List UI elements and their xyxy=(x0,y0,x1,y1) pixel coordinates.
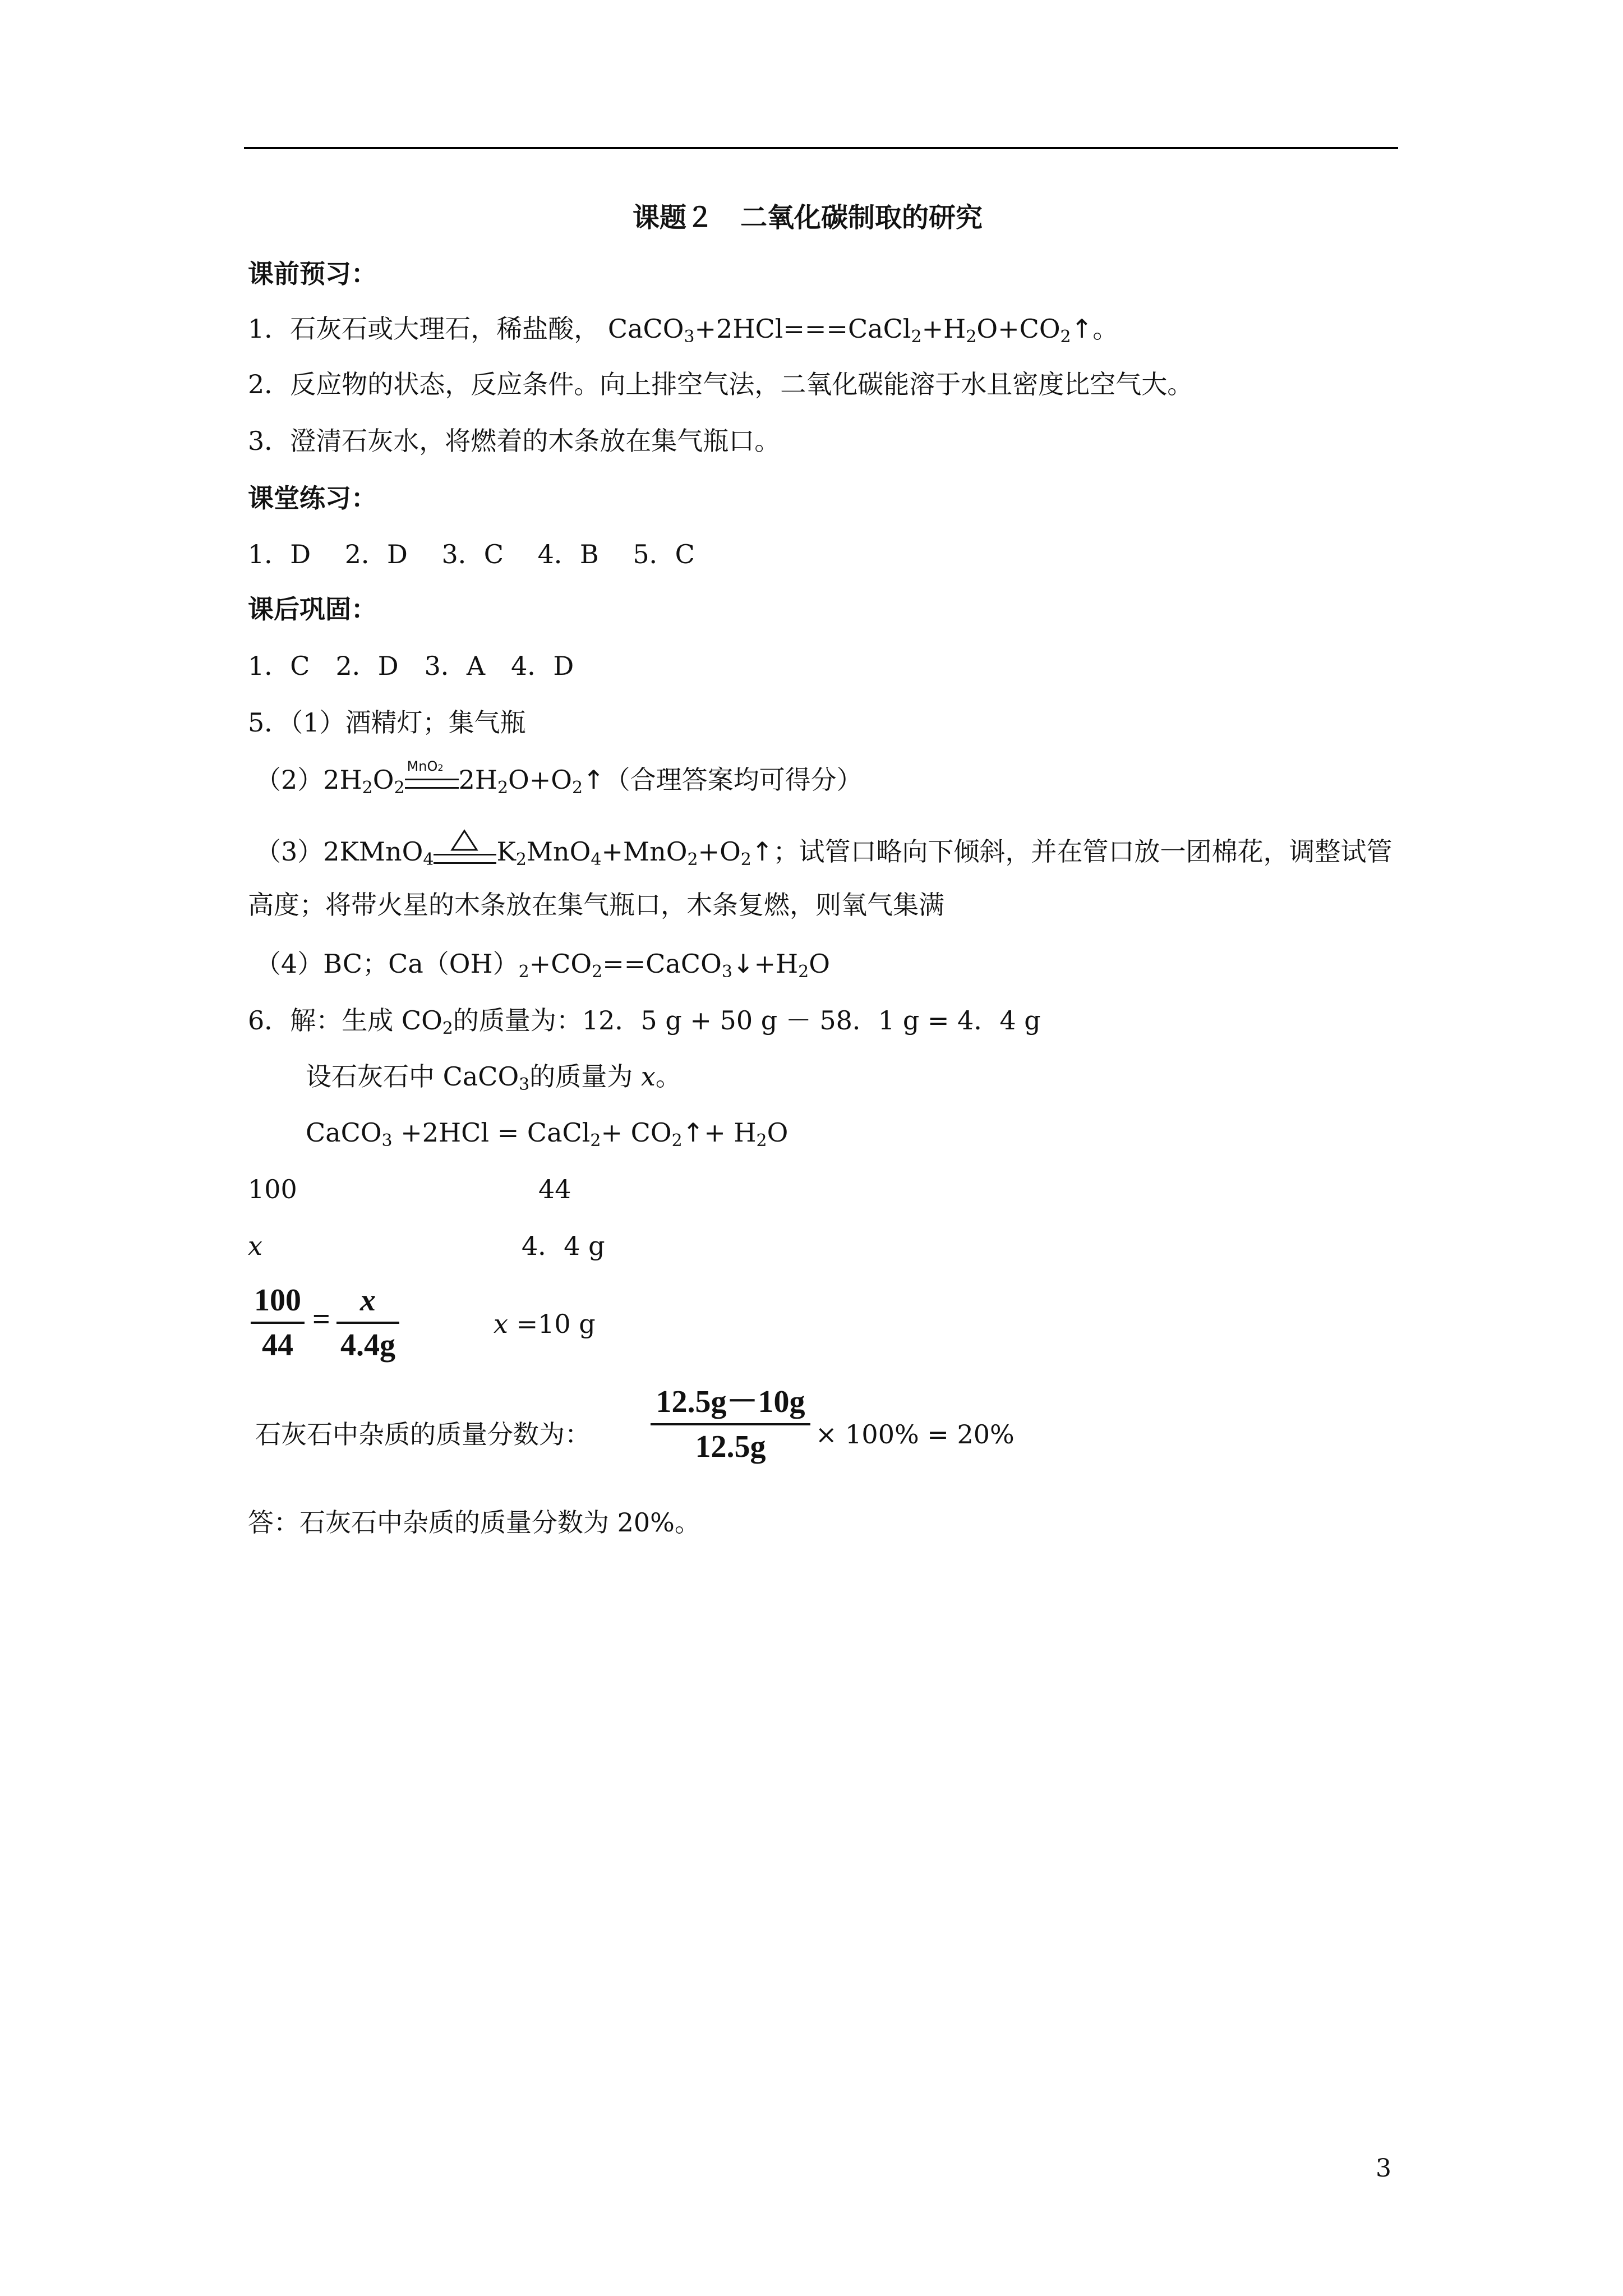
up-arrow-icon: ↑ xyxy=(583,765,605,795)
preview-item-3: 3．澄清石灰水，将燃着的木条放在集气瓶口。 xyxy=(248,426,781,456)
page-title: 课题２ 二氧化碳制取的研究 xyxy=(633,202,983,233)
heat-triangle-icon xyxy=(450,829,478,852)
q6-line1: 6．解：生成 $CO_2$的质量为：12．5 g + 50 g － 58．1 g = 4．4 g xyxy=(248,1005,1041,1038)
classwork-heading: 课堂练习： xyxy=(248,483,377,513)
q5-part1: 5．（1）酒精灯；集气瓶 xyxy=(248,707,526,738)
q6-answer: 答：石灰石中杂质的质量分数为 20%。 xyxy=(248,1507,700,1538)
q6-mass-100: 100 xyxy=(248,1174,297,1204)
homework-heading: 课后巩固： xyxy=(248,594,377,624)
q6-mass-x: x xyxy=(248,1231,262,1261)
page-number: 3 xyxy=(1376,2154,1391,2183)
up-arrow-icon: ↑ xyxy=(1071,314,1093,344)
catalyst-equals-sign: MnO2 xyxy=(405,763,459,797)
q6-impurity-label: 石灰石中杂质的质量分数为： xyxy=(255,1419,591,1450)
q6-equation: CaCO$_3$ +2HCl = CaCl$_2$+ $CO_2↑+ H_2O$ xyxy=(306,1117,789,1151)
down-arrow-icon: ↓ xyxy=(732,949,754,979)
q6-impurity-result: × 100% = 20% xyxy=(815,1419,1015,1450)
q5-part3: （3）2KMnO$_4$ $K_2MnO_4+MnO_2+O_2↑$；试管口略向下倾斜，并在管口放一团棉花，调整试管 xyxy=(255,835,1392,868)
homework-answers: 1．C 2．D 3．A 4．D xyxy=(248,651,574,681)
q6-impurity-fraction: 12.5g－10g 12.5g xyxy=(651,1383,810,1466)
heat-equals-sign xyxy=(434,835,496,868)
classwork-answers: 1．D 2．D 3．C 4．B 5．C xyxy=(248,539,695,569)
q6-result: x =10 g xyxy=(494,1309,596,1339)
up-arrow-icon: ↑ xyxy=(751,836,773,867)
q6-let: 设石灰石中 CaCO$_3$的质量为 x。 xyxy=(306,1061,681,1094)
q6-mass-44: 44 xyxy=(538,1174,571,1204)
q6-fraction-100-44: 100 44 xyxy=(251,1281,305,1364)
preview-heading: 课前预习： xyxy=(248,259,377,289)
header-rule xyxy=(244,147,1398,149)
q5-part2: $(2)2H_2O_2$ MnO2 $2H_2O+O_2↑$（合理答案均可得分） xyxy=(255,758,863,798)
up-arrow-icon: ↑ xyxy=(682,1117,704,1148)
q6-mass-4.4: 4．4 g xyxy=(522,1231,605,1261)
preview-item-2: 2．反应物的状态，反应条件。向上排空气法，二氧化碳能溶于水且密度比空气大。 xyxy=(248,369,1193,399)
q5-part4: （4）BC；$Ca(OH)_2+CO_2==CaCO_3↓+H_2O$ xyxy=(255,949,830,982)
q6-fraction-x-4.4g: x 4.4g xyxy=(336,1281,399,1364)
q5-part3-cont: 高度；将带火星的木条放在集气瓶口，木条复燃，则氧气集满 xyxy=(248,890,944,920)
q6-fraction-equals: = xyxy=(312,1302,330,1337)
preview-item-1: 1．石灰石或大理石，稀盐酸， $CaCO_3+2HCl===CaCl_2+H_2O+CO_2↑$。 xyxy=(248,314,1119,347)
